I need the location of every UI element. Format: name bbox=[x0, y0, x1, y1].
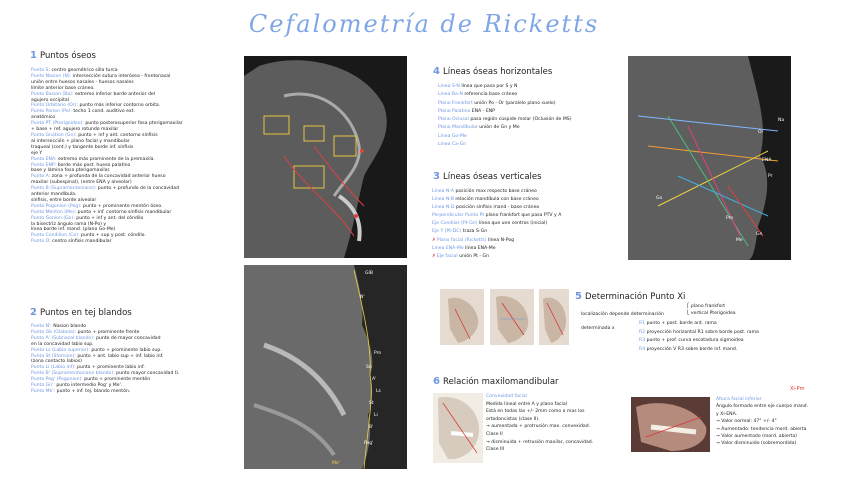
term: Punto Condilion (Co): bbox=[31, 233, 80, 239]
list-line bbox=[432, 188, 561, 196]
red-cross-marker: ✗ bbox=[432, 237, 436, 243]
term: Punto Orbitario (Or): bbox=[31, 103, 78, 109]
section-heading-punto-xi: 5 Determinación Punto Xi bbox=[575, 291, 686, 302]
cephalometric-xray-bony-landmarks bbox=[244, 56, 407, 258]
list-line: Medida lineal entre A y plano facial bbox=[486, 401, 567, 407]
definition: línea ENA-Me bbox=[463, 245, 496, 251]
definition: proyección horizontal R1 sobre borde post. rama bbox=[645, 329, 759, 335]
term: Punto B' (Supramentoniano blando): bbox=[31, 371, 115, 377]
definition: punto + prominente mentón óseo. bbox=[81, 203, 163, 209]
list-line bbox=[432, 212, 561, 220]
term: Punto Gonion (Go): bbox=[31, 215, 75, 221]
xi-point-photo-2 bbox=[490, 289, 534, 345]
list-line bbox=[438, 124, 572, 132]
xi-point-photo-3 bbox=[539, 289, 569, 345]
term: Plano Palatino bbox=[438, 108, 471, 114]
definition: punto + prominente frente bbox=[76, 329, 140, 335]
definition: borde más post. hueso palatino bbox=[56, 162, 131, 168]
definition: punto + ant. labio sup + inf. labio inf. bbox=[75, 353, 164, 359]
definition: la bisectriz ángulo rama (N-Po) y bbox=[31, 221, 107, 227]
term: Punto St (Stomion): bbox=[31, 353, 76, 359]
section-heading-lineas-verticales: 3 Líneas óseas verticales bbox=[433, 171, 542, 182]
definition: punto + profundo de la concavidad bbox=[96, 186, 180, 192]
term: Punto A: bbox=[31, 174, 51, 180]
definition: punto + prominente labio inf. bbox=[75, 365, 145, 371]
definition: línea N-Pog bbox=[486, 237, 515, 243]
definition: punto + post. borde ant. rama bbox=[645, 321, 717, 326]
definition: sínfisis, entre borde alveolar bbox=[31, 197, 97, 203]
definition: traqueal (cont.) y tangente borde inf. sínfisis bbox=[31, 144, 134, 150]
convexity-skull-photo bbox=[433, 393, 483, 463]
list-line bbox=[438, 133, 572, 141]
puntos-oseos-list bbox=[31, 68, 183, 245]
definition: unión Po - Or (paralelo plano suelo) bbox=[472, 100, 556, 106]
definition: pasa región cúspide molar (Oclusión de MS) bbox=[468, 117, 572, 123]
term: Plano Frankfort bbox=[438, 100, 473, 106]
definition: punto más inferior contorno orbita. bbox=[77, 103, 161, 109]
definition: al intersección + plano facial y mandibular bbox=[31, 138, 130, 144]
list-line: Está en todas las +/- 2mm como a mas los bbox=[486, 409, 585, 415]
list-line: → disminuida + retrusión maxilar, concavidad. bbox=[486, 439, 594, 445]
definition: extremo inferior borde anterior del bbox=[73, 91, 155, 97]
definition: punto posterosuperior fosa pterigomaxilar bbox=[83, 121, 183, 127]
definition: techo 1 cond. auditivo ext. bbox=[71, 109, 135, 115]
list-line: y Xi-ENA. bbox=[716, 411, 738, 417]
definition: línea que une centros (inicial) bbox=[477, 221, 548, 227]
definition: intersección sutura interósea - frontonasal bbox=[71, 73, 171, 79]
section-heading-relacion-maxilomandibular: 6 Relación maxilomandibular bbox=[433, 376, 559, 387]
lineas-horizontales-list bbox=[438, 83, 572, 149]
term: Línea Go-Me bbox=[438, 133, 467, 139]
term: Punto Gb (Glabela): bbox=[31, 329, 77, 335]
term: Punto D: bbox=[31, 239, 51, 245]
convexidad-facial-block: Convexidad facial Medida lineal entre A y plano facial Está en todas las +/- 2mm como a mas los ortodoncistas (clase II). → aumentada + protrusión max. convexidad. Clase II → disminuida + retrusión maxilar, concavidad. Clase III bbox=[486, 394, 594, 453]
xi-pm-marker: Xi-Pm bbox=[790, 386, 805, 392]
definition: base y lámina fosa pterigomaxilar. bbox=[31, 168, 111, 174]
term: Eje facial bbox=[436, 253, 458, 259]
list-line bbox=[31, 389, 179, 395]
definition: punto + inf y ant. del cóndilo bbox=[74, 215, 144, 221]
list-line bbox=[639, 320, 759, 329]
term: Punto Pogonion (Pog): bbox=[31, 203, 82, 209]
list-line bbox=[432, 204, 561, 212]
definition: maxilar (subespinal), (entre ENA y alveolar) bbox=[31, 180, 132, 186]
list-line bbox=[438, 108, 572, 116]
list-line bbox=[438, 100, 572, 108]
definition: punto + inf y ant. contorno sínfisis bbox=[76, 132, 158, 138]
section-heading-puntos-oseos: 1 Puntos óseos bbox=[30, 50, 96, 61]
definition: línea borde inf. mand. (plano Go-Me) bbox=[31, 227, 116, 233]
altura-facial-block: Altura facial inferior Ángulo formado entre eje cuerpo mand. y Xi-ENA. → Valor normal: 47° +/- 4° → Aumentado: tendencia mord. abierta → Valor aumentado (mord. abierta) → Valor disminuido (sobremordida) bbox=[716, 397, 809, 447]
definition: referencia base cráneo bbox=[462, 92, 518, 98]
term: Línea Ca-Gn bbox=[438, 142, 467, 148]
red-cross-marker: ✗ bbox=[432, 253, 436, 259]
definition: posición max respecto base cráneo bbox=[453, 189, 537, 194]
definition: unión entre huesos nasales - huesos nasales bbox=[31, 79, 134, 85]
list-line: Clase III bbox=[486, 447, 505, 453]
term: Punto B (Supramentoniano): bbox=[31, 186, 97, 192]
puntos-tej-blandos-list bbox=[31, 324, 179, 395]
definition: extremo más prominente de la premaxila. bbox=[56, 156, 155, 162]
definition: centro geométrico silla turca bbox=[50, 68, 118, 73]
term: Línea ENA-Me bbox=[432, 245, 464, 251]
term: Punto A' (Subnasal blando): bbox=[31, 335, 95, 341]
definition: proyección V R3 sobre borde inf. mand. bbox=[645, 346, 738, 352]
term: Punto Pog' (Pogonion): bbox=[31, 377, 83, 383]
definition: ENA - ENP bbox=[470, 108, 495, 114]
list-line bbox=[432, 196, 561, 204]
term: Plano Oclusal bbox=[438, 117, 469, 123]
definition: punto intermedio Pog' y Me'. bbox=[54, 383, 123, 389]
list-line bbox=[639, 337, 759, 346]
definition: relación mandíbula con base cráneo bbox=[453, 197, 539, 203]
term: Punto Porion (Po): bbox=[31, 109, 72, 115]
section-heading-tej-blandos: 2 Puntos en tej blandos bbox=[30, 307, 132, 318]
cephalometric-xray-lines: Na Or ENA Pr Go Me Gn Pm bbox=[628, 56, 791, 260]
list-line: Ángulo formado entre eje cuerpo mand. bbox=[716, 404, 809, 410]
definition: centro sínfisis mandibular bbox=[50, 239, 112, 245]
list-line bbox=[438, 91, 572, 99]
definition: punto + inf. tej. blando mentón. bbox=[55, 388, 131, 394]
definition: Nasion blando bbox=[51, 324, 87, 329]
term: Plano Mandibular bbox=[438, 125, 478, 131]
definition: línea que pasa por S y N bbox=[459, 84, 518, 89]
definition: punto mayor concavidad ti. bbox=[114, 371, 180, 377]
list-line: ortodoncistas (clase II). bbox=[486, 416, 540, 422]
term: Línea S-N bbox=[438, 84, 460, 89]
definition: en la concavidad labio sup. bbox=[31, 341, 94, 347]
section-heading-lineas-horizontales: 4 Líneas óseas horizontales bbox=[433, 66, 553, 77]
term: Punto S: bbox=[31, 68, 51, 73]
list-line bbox=[432, 237, 561, 245]
term: Punto ENP: bbox=[31, 162, 57, 168]
term: Plano facial (Ricketts) bbox=[436, 237, 487, 243]
definition: posición sínfisis mand - base cráneo bbox=[454, 205, 540, 211]
list-line bbox=[639, 329, 759, 338]
list-line: → Valor disminuido (sobremordida) bbox=[716, 441, 797, 447]
term: Línea Ba-N bbox=[438, 92, 463, 98]
definition: punto + prof. curva escotadura sigmoidea bbox=[645, 338, 744, 344]
term: Perpendicular Punto Pt bbox=[432, 213, 485, 219]
list-line: Clase II bbox=[486, 431, 503, 437]
term: Punto PT (Pterigoideo): bbox=[31, 121, 84, 127]
definition: traza S-Gn bbox=[461, 229, 488, 235]
list-line: → Valor normal: 47° +/- 4° bbox=[716, 419, 777, 425]
definition: punto + prominente mentón bbox=[82, 377, 151, 383]
list-line: → Valor aumentado (mord. abierta) bbox=[716, 434, 797, 440]
term: Punto ENA: bbox=[31, 156, 57, 162]
list-line: → Aumentado: tendencia mord. abierta bbox=[716, 426, 807, 432]
term: Eje Condilar (Pt-Gn) bbox=[432, 221, 478, 227]
definition: punto + sup y post. cóndilo. bbox=[79, 233, 146, 239]
definition: unión de Gn y Me bbox=[477, 125, 520, 131]
term: Punto Gn': bbox=[31, 383, 55, 389]
lineas-verticales-list bbox=[432, 188, 561, 261]
term: Punto Basion (Ba): bbox=[31, 91, 74, 97]
list-line bbox=[432, 228, 561, 236]
term: Punto Ls (Labio superior): bbox=[31, 347, 90, 353]
definition: anterior mandíbula. bbox=[31, 192, 77, 198]
cephalometric-xray-soft-tissue: GIB N' Prn Sn A' Ls St Li B' Pog' Me' bbox=[244, 265, 407, 469]
definition: zona + profunda de la concavidad anterior hueso bbox=[50, 174, 166, 180]
list-line bbox=[432, 220, 561, 228]
definition: plano frankfort que pasa PTV y A bbox=[484, 213, 562, 219]
lower-face-height-photo bbox=[631, 397, 710, 452]
list-line bbox=[432, 245, 561, 253]
list-line bbox=[31, 239, 183, 245]
list-line bbox=[639, 346, 759, 355]
definition: anatómico bbox=[31, 115, 56, 121]
term: Línea N-B bbox=[432, 197, 454, 203]
term: Punto Li (Labio inf): bbox=[31, 365, 76, 371]
term: Eje Y (Pt-DC) bbox=[432, 229, 462, 235]
list-line: → aumentada + protrusión max. convexidad. bbox=[486, 424, 591, 430]
definition: punto + prominente labio sup. bbox=[89, 347, 162, 353]
definition: punto de mayor concavidad bbox=[94, 335, 161, 341]
list-line bbox=[432, 253, 561, 261]
definition: (zona contacto labios) bbox=[31, 359, 82, 365]
term: Punto Gnation (Gn): bbox=[31, 132, 77, 138]
definition: límite anterior base cráneo. bbox=[31, 85, 95, 91]
term: R3 bbox=[639, 338, 646, 344]
list-line bbox=[438, 141, 572, 149]
term: R1 bbox=[639, 321, 646, 326]
term: Punto N': bbox=[31, 324, 52, 329]
definition: agujero occipital bbox=[31, 97, 70, 103]
definition: eje Y bbox=[31, 150, 43, 156]
term: Línea N-A bbox=[432, 189, 454, 194]
xi-point-photo-1 bbox=[440, 289, 484, 345]
term: Punto Me': bbox=[31, 388, 56, 394]
term: Línea N-D bbox=[432, 205, 455, 211]
term: R2 bbox=[639, 329, 646, 335]
term: Punto Nasion (N): bbox=[31, 73, 72, 79]
list-line bbox=[438, 83, 572, 91]
term: Punto Menton (Me): bbox=[31, 209, 77, 215]
page-title: Cefalometría de Ricketts bbox=[248, 10, 600, 38]
term: R4 bbox=[639, 346, 646, 352]
definition: unión Pt - Gn bbox=[457, 253, 490, 259]
definition: + base + ref. agujero rotundo maxilar bbox=[31, 127, 119, 133]
list-line bbox=[438, 116, 572, 124]
definition: punto + inf. contorno sínfisis mandibular bbox=[76, 209, 172, 215]
